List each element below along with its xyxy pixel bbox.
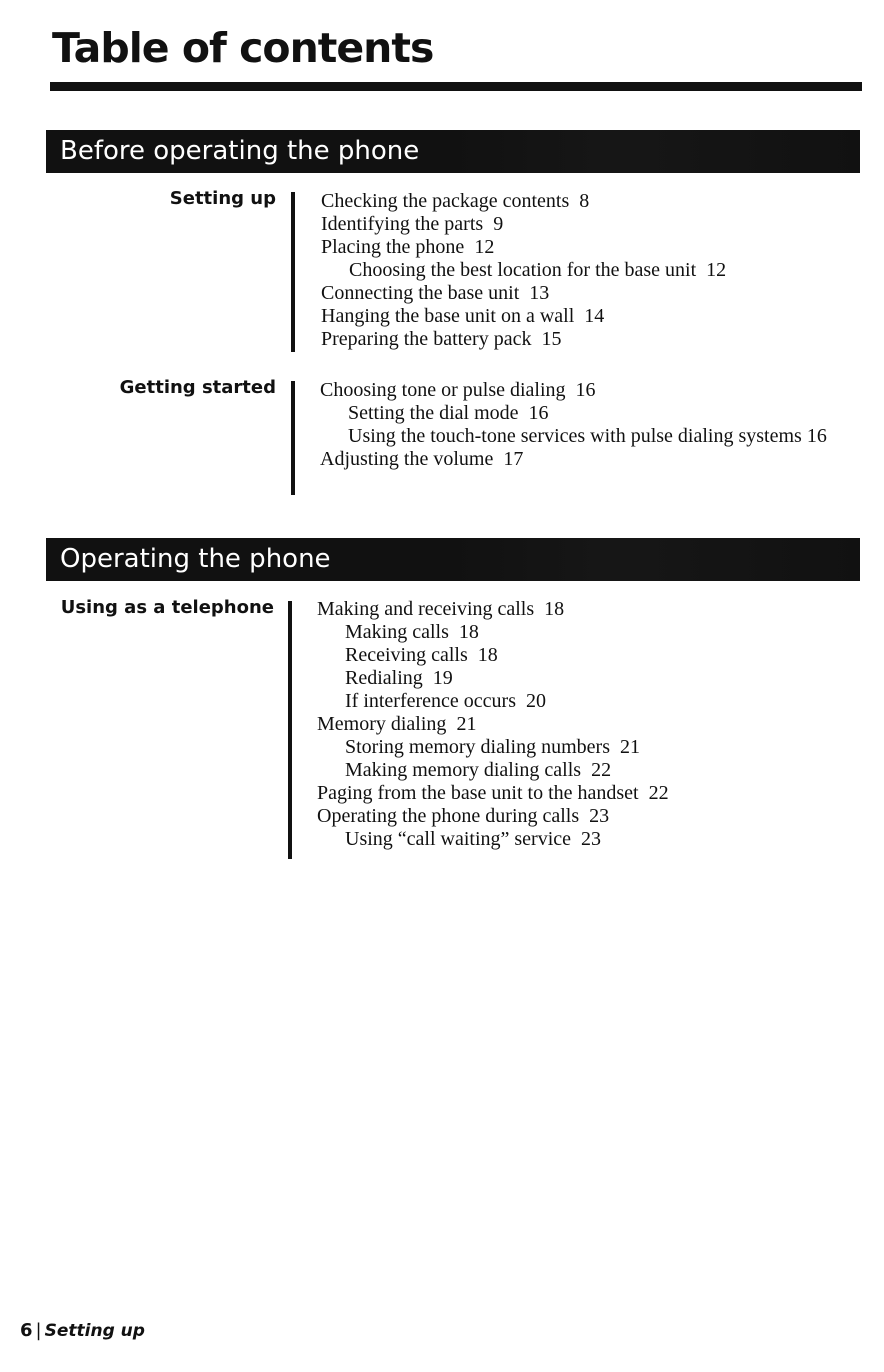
section-heading-text: Operating the phone — [60, 544, 331, 574]
toc-subentry[interactable] — [320, 402, 858, 425]
group-divider — [291, 192, 295, 352]
group-label: Setting up — [169, 188, 276, 209]
entry-title: Memory dialing — [317, 713, 447, 735]
title-rule — [50, 82, 862, 91]
group-label: Getting started — [119, 377, 276, 398]
toc-subentry[interactable] — [320, 425, 858, 448]
entry-title: Choosing tone or pulse dialing — [320, 379, 566, 401]
footer-separator: | — [35, 1320, 42, 1341]
entry-title: Making and receiving calls — [317, 598, 535, 620]
entry-page: 21 — [619, 736, 640, 758]
entry-page: 18 — [544, 598, 565, 620]
entry-page: 20 — [526, 690, 546, 712]
entry-title: Using the touch-tone services with pulse dialing systems — [348, 425, 802, 447]
toc-subentry[interactable] — [317, 736, 669, 759]
entry-page: 21 — [456, 713, 477, 735]
toc-subentry[interactable] — [317, 759, 669, 782]
group-label: Using as a telephone — [60, 597, 274, 618]
entry-list — [321, 190, 726, 351]
entry-title: Setting the dial mode — [348, 402, 519, 424]
entry-page: 12 — [706, 259, 727, 281]
toc-entry[interactable] — [317, 713, 669, 736]
toc-subentry[interactable] — [317, 828, 669, 851]
toc-entry[interactable] — [321, 236, 726, 259]
page-title: Table of contents — [52, 24, 434, 72]
entry-title: Paging from the base unit to the handset — [317, 782, 639, 804]
toc-entry[interactable] — [321, 282, 726, 305]
toc-entry[interactable] — [321, 328, 726, 351]
entry-page: 16 — [528, 402, 549, 424]
entry-title: Hanging the base unit on a wall — [321, 305, 575, 327]
page-footer — [20, 1320, 145, 1341]
entry-page: 12 — [474, 236, 495, 258]
entry-page: 16 — [806, 425, 827, 447]
entry-title: Redialing — [345, 667, 423, 689]
entry-page: 18 — [477, 644, 498, 666]
entry-title: Storing memory dialing numbers — [345, 736, 610, 758]
toc-subentry[interactable] — [321, 259, 726, 282]
entry-title: Making calls — [345, 621, 449, 643]
entry-page: 14 — [584, 305, 605, 327]
entry-page: 9 — [493, 213, 504, 235]
entry-title: Checking the package contents — [321, 190, 570, 212]
entry-page: 17 — [503, 448, 524, 470]
toc-subentry[interactable] — [317, 667, 669, 690]
entry-title: Making memory dialing calls — [345, 759, 582, 781]
entry-title: Using “call waiting” service — [345, 828, 572, 850]
toc-entry[interactable] — [321, 305, 726, 328]
toc-subentry[interactable] — [317, 621, 669, 644]
toc-entry[interactable] — [320, 379, 858, 402]
section-heading-before-operating — [46, 130, 860, 173]
entry-title: Preparing the battery pack — [321, 328, 532, 350]
toc-subentry[interactable] — [317, 690, 669, 713]
entry-title: Receiving calls — [345, 644, 468, 666]
toc-entry[interactable] — [320, 448, 858, 471]
entry-list — [317, 598, 669, 851]
page-number: 6 — [20, 1320, 33, 1341]
section-heading-operating — [46, 538, 860, 581]
toc-entry[interactable] — [317, 805, 669, 828]
entry-title: If interference occurs — [345, 690, 516, 712]
section-heading-text: Before operating the phone — [60, 136, 420, 166]
toc-entry[interactable] — [321, 190, 726, 213]
entry-title: Choosing the best location for the base unit — [349, 259, 697, 281]
entry-page: 23 — [589, 805, 610, 827]
group-divider — [288, 601, 292, 859]
entry-title: Adjusting the volume — [320, 448, 494, 470]
entry-title: Placing the phone — [321, 236, 465, 258]
entry-page: 22 — [591, 759, 612, 781]
entry-list — [320, 379, 858, 471]
toc-entry[interactable] — [317, 598, 669, 621]
entry-page: 13 — [529, 282, 550, 304]
entry-page: 19 — [432, 667, 453, 689]
toc-entry[interactable] — [321, 213, 726, 236]
entry-page: 16 — [575, 379, 596, 401]
entry-page: 18 — [458, 621, 479, 643]
entry-page: 8 — [579, 190, 590, 212]
entry-title: Operating the phone during calls — [317, 805, 580, 827]
entry-title: Identifying the parts — [321, 213, 484, 235]
entry-page: 15 — [541, 328, 562, 350]
group-divider — [291, 381, 295, 495]
toc-entry[interactable] — [317, 782, 669, 805]
entry-page: 23 — [581, 828, 602, 850]
entry-page: 22 — [648, 782, 669, 804]
entry-title: Connecting the base unit — [321, 282, 520, 304]
footer-section-name: Setting up — [44, 1321, 145, 1341]
toc-subentry[interactable] — [317, 644, 669, 667]
